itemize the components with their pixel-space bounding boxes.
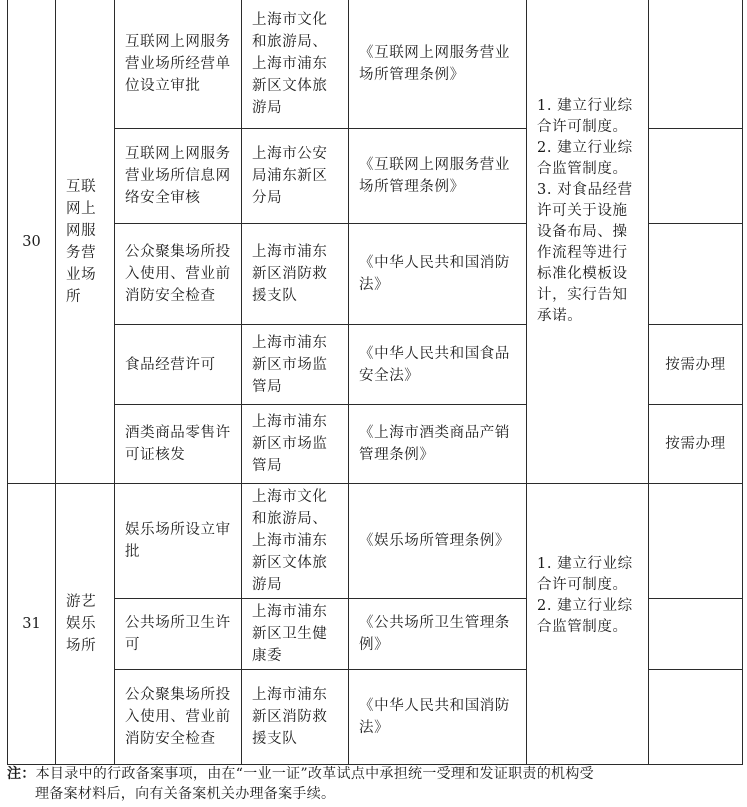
row-number: 31 xyxy=(8,484,56,765)
footnote-line-1: 本目录中的行政备案事项，由在“一业一证”改革试点中承担统一受理和发证职责的机构受 xyxy=(35,766,594,782)
legal-basis: 《互联网上网服务营业场所管理条例》 xyxy=(349,0,527,129)
license-item: 食品经营许可 xyxy=(115,325,242,405)
footnote-label: 注： xyxy=(7,766,36,782)
license-item: 公众聚集场所投入使用、营业前消防安全检查 xyxy=(115,670,242,765)
table-row xyxy=(8,484,743,599)
legal-basis: 《娱乐场所管理条例》 xyxy=(349,484,527,599)
legal-basis: 《互联网上网服务营业场所管理条例》 xyxy=(349,129,527,224)
footnote-line-2: 理备案材料后，向有关备案机关办理备案手续。 xyxy=(35,786,336,802)
reform-measure-item: 3. 对食品经营许可关于设施设备布局、操作流程等进行标准化模板设计，实行告知承诺。 xyxy=(537,182,633,324)
table-row xyxy=(8,0,743,129)
department: 上海市公安局浦东新区分局 xyxy=(242,129,349,224)
reform-measures xyxy=(527,484,649,765)
industry-category: 游艺娱乐场所 xyxy=(56,484,115,765)
license-item: 公共场所卫生许可 xyxy=(115,599,242,670)
department: 上海市浦东新区市场监管局 xyxy=(242,405,349,484)
remark: 按需办理 xyxy=(649,325,743,405)
legal-basis: 《中华人民共和国食品安全法》 xyxy=(349,325,527,405)
licensing-table xyxy=(7,0,743,765)
license-item: 互联网上网服务营业场所信息网络安全审核 xyxy=(115,129,242,224)
reform-measure-item: 1. 建立行业综合许可制度。 xyxy=(537,556,633,593)
reform-measure-item: 1. 建立行业综合许可制度。 xyxy=(537,98,633,135)
legal-basis: 《公共场所卫生管理条例》 xyxy=(349,599,527,670)
reform-measure-item: 2. 建立行业综合监管制度。 xyxy=(537,598,633,635)
license-item: 娱乐场所设立审批 xyxy=(115,484,242,599)
license-item: 酒类商品零售许可证核发 xyxy=(115,405,242,484)
remark xyxy=(649,599,743,670)
legal-basis: 《中华人民共和国消防法》 xyxy=(349,670,527,765)
reform-measures xyxy=(527,0,649,484)
department: 上海市浦东新区消防救援支队 xyxy=(242,224,349,325)
remark xyxy=(649,224,743,325)
remark xyxy=(649,129,743,224)
reform-measure-item: 2. 建立行业综合监管制度。 xyxy=(537,140,633,177)
department: 上海市文化和旅游局、上海市浦东新区文体旅游局 xyxy=(242,484,349,599)
license-item: 公众聚集场所投入使用、营业前消防安全检查 xyxy=(115,224,242,325)
department: 上海市浦东新区市场监管局 xyxy=(242,325,349,405)
legal-basis: 《中华人民共和国消防法》 xyxy=(349,224,527,325)
license-item: 互联网上网服务营业场所经营单位设立审批 xyxy=(115,0,242,129)
legal-basis: 《上海市酒类商品产销管理条例》 xyxy=(349,405,527,484)
remark: 按需办理 xyxy=(649,405,743,484)
remark xyxy=(649,670,743,765)
department: 上海市浦东新区卫生健康委 xyxy=(242,599,349,670)
row-number: 30 xyxy=(8,0,56,484)
industry-category: 互联网上网服务营业场所 xyxy=(56,0,115,484)
remark xyxy=(649,484,743,599)
department: 上海市文化和旅游局、上海市浦东新区文体旅游局 xyxy=(242,0,349,129)
remark xyxy=(649,0,743,129)
department: 上海市浦东新区消防救援支队 xyxy=(242,670,349,765)
footnote xyxy=(7,764,742,804)
